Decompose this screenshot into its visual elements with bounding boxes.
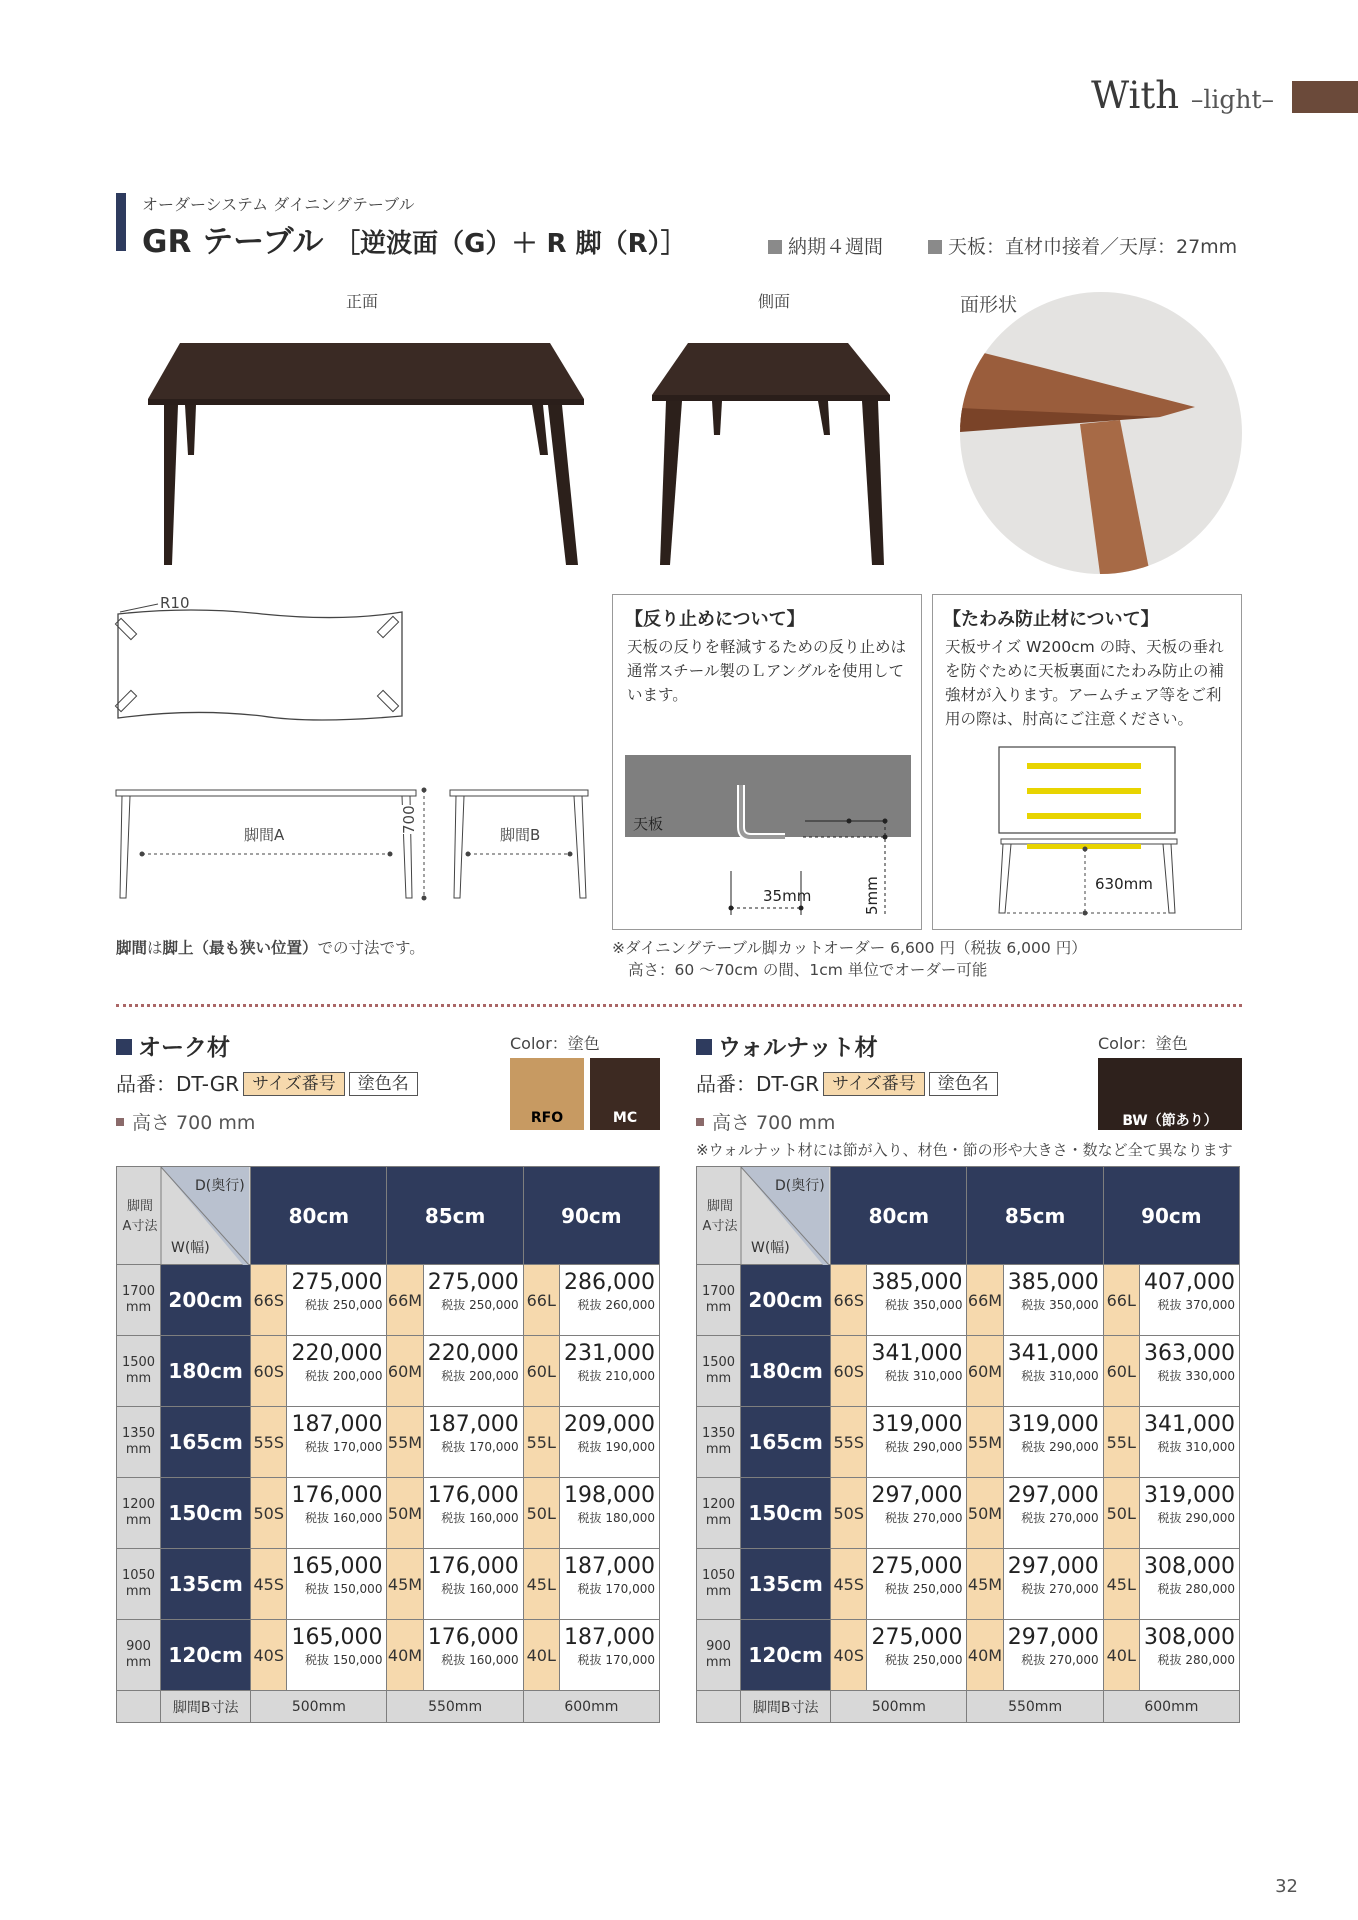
size-code: 40L — [523, 1620, 559, 1691]
price-ex-tax: 税抜 280,000 — [1157, 1653, 1235, 1667]
price: 308,000 — [1144, 1625, 1235, 1650]
price: 275,000 — [291, 1270, 383, 1295]
gap-a-cell: 1700 mm — [117, 1265, 161, 1336]
side-view-label: 側面 — [758, 292, 791, 311]
price: 176,000 — [427, 1483, 519, 1508]
depth-header: 90cm — [523, 1167, 659, 1265]
price: 165,000 — [291, 1554, 383, 1579]
sag-box-text: 天板サイズ W200cm の時、天板の垂れを防ぐために天板裏面にたわみ防止の補強材が入ります。アームチェア等をご利用の際は、肘高にご注意ください。 — [945, 638, 1225, 728]
price-ex-tax: 税抜 160,000 — [441, 1653, 519, 1667]
price-cell — [287, 1407, 387, 1478]
warp-box-text: 天板の反りを軽減するための反り止めは通常スチール製のＬアングルを使用しています。 — [627, 638, 907, 704]
price: 220,000 — [291, 1341, 383, 1366]
size-code: 60L — [1103, 1336, 1139, 1407]
price-cell — [287, 1265, 387, 1336]
walnut-product-code: 品番：DT-GR サイズ番号 塗色名 — [696, 1068, 998, 1097]
warp-prevention-box — [612, 594, 922, 930]
table-row — [117, 1336, 660, 1407]
price: 297,000 — [871, 1483, 963, 1508]
gap-b-cell: 500mm — [251, 1691, 387, 1723]
price-cell — [867, 1478, 967, 1549]
price-cell — [559, 1265, 659, 1336]
foot-blank — [117, 1691, 161, 1723]
price: 176,000 — [291, 1483, 383, 1508]
size-code: 60L — [523, 1336, 559, 1407]
price: 385,000 — [871, 1270, 963, 1295]
front-view-label: 正面 — [346, 292, 379, 311]
price-ex-tax: 税抜 180,000 — [577, 1511, 655, 1525]
gap-a-cell: 900 mm — [117, 1620, 161, 1691]
size-code: 55S — [251, 1407, 287, 1478]
price-cell — [559, 1407, 659, 1478]
plan-drawing — [112, 592, 432, 762]
price-cell — [1139, 1549, 1239, 1620]
price-ex-tax: 税抜 370,000 — [1157, 1298, 1235, 1312]
angle-height-label: 5mm — [863, 876, 881, 915]
price: 319,000 — [1144, 1483, 1235, 1508]
price: 286,000 — [564, 1270, 655, 1295]
gap-b-header: 脚間B寸法 — [161, 1691, 251, 1723]
price: 187,000 — [291, 1412, 383, 1437]
edge-view-label: 面形状 — [960, 294, 1018, 316]
walnut-price-table — [696, 1166, 1240, 1723]
price: 275,000 — [871, 1625, 963, 1650]
width-axis-label: W(幅) — [171, 1240, 210, 1256]
oak-size-tag: サイズ番号 — [243, 1072, 345, 1096]
gap-a-cell: 1500 mm — [117, 1336, 161, 1407]
price-cell — [287, 1478, 387, 1549]
price: 341,000 — [1144, 1412, 1235, 1437]
price-cell — [1003, 1478, 1103, 1549]
price-cell — [867, 1265, 967, 1336]
price: 363,000 — [1144, 1341, 1235, 1366]
oak-product-code: 品番：DT-GR サイズ番号 塗色名 — [116, 1068, 418, 1097]
gap-b-cell: 600mm — [523, 1691, 659, 1723]
width-axis-label: W(幅) — [751, 1240, 790, 1256]
table-row — [697, 1336, 1240, 1407]
price: 308,000 — [1144, 1554, 1235, 1579]
size-code: 66L — [523, 1265, 559, 1336]
price-cell — [423, 1336, 523, 1407]
title-main: GR テーブル — [142, 224, 324, 260]
size-code: 50M — [387, 1478, 423, 1549]
size-code: 60S — [831, 1336, 867, 1407]
walnut-heading: ウォルナット材 — [696, 1029, 878, 1062]
size-code: 50S — [831, 1478, 867, 1549]
price-ex-tax: 税抜 170,000 — [577, 1582, 655, 1596]
price-ex-tax: 税抜 170,000 — [577, 1653, 655, 1667]
price: 209,000 — [564, 1412, 655, 1437]
oak-swatch-mc: MC — [590, 1058, 660, 1130]
price-cell — [423, 1478, 523, 1549]
depth-header: 85cm — [387, 1167, 523, 1265]
price-cell — [1003, 1549, 1103, 1620]
price: 407,000 — [1144, 1270, 1235, 1295]
width-cell: 200cm — [741, 1265, 831, 1336]
table-row — [117, 1407, 660, 1478]
size-code: 55M — [387, 1407, 423, 1478]
price: 319,000 — [871, 1412, 963, 1437]
gap-a-cell: 1700 mm — [697, 1265, 741, 1336]
gap-a-cell: 1200 mm — [697, 1478, 741, 1549]
sag-box-title: 【たわみ防止材について】 — [943, 609, 1159, 630]
width-cell: 150cm — [161, 1478, 251, 1549]
price-ex-tax: 税抜 290,000 — [1021, 1440, 1099, 1454]
walnut-height: 高さ 700 mm — [696, 1108, 835, 1135]
price: 187,000 — [564, 1554, 655, 1579]
price: 297,000 — [1007, 1483, 1099, 1508]
reinforcement-diagram — [997, 745, 1197, 925]
gap-a-header: 脚間 A寸法 — [702, 1199, 738, 1234]
price: 341,000 — [1007, 1341, 1099, 1366]
price-ex-tax: 税抜 150,000 — [305, 1582, 383, 1596]
price-cell — [423, 1265, 523, 1336]
elevation-drawing — [112, 780, 592, 910]
price-cell — [867, 1549, 967, 1620]
walnut-note: ※ウォルナット材には節が入り、材色・節の形や大きさ・数など全て異なります — [696, 1141, 1233, 1159]
price-ex-tax: 税抜 170,000 — [441, 1440, 519, 1454]
size-code: 50S — [251, 1478, 287, 1549]
price-cell — [423, 1620, 523, 1691]
front-view-illustration — [140, 335, 600, 575]
price: 297,000 — [1007, 1625, 1099, 1650]
price-ex-tax: 税抜 270,000 — [1021, 1582, 1099, 1596]
price-cell — [867, 1336, 967, 1407]
price-cell — [1003, 1265, 1103, 1336]
top-meta: 天板：直材巾接着／天厚：27mm — [928, 232, 1237, 259]
oak-color-tag: 塗色名 — [349, 1072, 418, 1096]
price-cell — [1139, 1336, 1239, 1407]
gap-a-cell: 1200 mm — [117, 1478, 161, 1549]
brand-bar — [1292, 81, 1358, 113]
width-cell: 165cm — [741, 1407, 831, 1478]
walnut-swatch-bw: BW（節あり） — [1098, 1058, 1242, 1130]
size-code: 45S — [251, 1549, 287, 1620]
price: 187,000 — [564, 1625, 655, 1650]
price-ex-tax: 税抜 250,000 — [441, 1298, 519, 1312]
price: 319,000 — [1007, 1412, 1099, 1437]
depth-header: 80cm — [831, 1167, 967, 1265]
angle-width-label: 35mm — [763, 887, 812, 905]
price-cell — [1003, 1336, 1103, 1407]
depth-axis-label: D(奥行) — [775, 1178, 825, 1194]
price-ex-tax: 税抜 250,000 — [885, 1653, 963, 1667]
price: 341,000 — [871, 1341, 963, 1366]
table-row — [697, 1620, 1240, 1691]
radius-label: R10 — [160, 594, 190, 612]
height-label: 700 — [400, 805, 418, 834]
gap-a-cell: 1050 mm — [697, 1549, 741, 1620]
size-code: 45L — [523, 1549, 559, 1620]
table-corner — [697, 1167, 831, 1265]
size-code: 45L — [1103, 1549, 1139, 1620]
page-subtitle: オーダーシステム ダイニングテーブル — [142, 195, 415, 214]
oak-price-table — [116, 1166, 660, 1723]
price: 297,000 — [1007, 1554, 1099, 1579]
size-code: 40S — [831, 1620, 867, 1691]
price-ex-tax: 税抜 160,000 — [441, 1511, 519, 1525]
gap-b-label: 脚間B — [496, 824, 544, 845]
leg-gap-note: 脚間は脚上（最も狭い位置）での寸法です。 — [116, 939, 425, 957]
table-row — [117, 1549, 660, 1620]
size-code: 45S — [831, 1549, 867, 1620]
price: 275,000 — [871, 1554, 963, 1579]
price-cell — [867, 1620, 967, 1691]
warp-box-title: 【反り止めについて】 — [625, 609, 805, 630]
gap-b-cell: 600mm — [1103, 1691, 1239, 1723]
price-cell — [287, 1549, 387, 1620]
oak-color-label: Color：塗色 — [510, 1034, 600, 1053]
leg-cut-note-1: ※ダイニングテーブル脚カットオーダー 6,600 円（税抜 6,000 円） — [612, 939, 1087, 957]
size-code: 50L — [1103, 1478, 1139, 1549]
size-code: 66L — [1103, 1265, 1139, 1336]
table-row — [117, 1620, 660, 1691]
size-code: 66M — [967, 1265, 1003, 1336]
gap-a-cell: 1350 mm — [697, 1407, 741, 1478]
size-code: 40L — [1103, 1620, 1139, 1691]
oak-height: 高さ 700 mm — [116, 1108, 255, 1135]
price-ex-tax: 税抜 150,000 — [305, 1653, 383, 1667]
size-code: 55S — [831, 1407, 867, 1478]
price-ex-tax: 税抜 330,000 — [1157, 1369, 1235, 1383]
price: 275,000 — [427, 1270, 519, 1295]
size-code: 50L — [523, 1478, 559, 1549]
price-ex-tax: 税抜 260,000 — [577, 1298, 655, 1312]
width-cell: 120cm — [161, 1620, 251, 1691]
price-ex-tax: 税抜 280,000 — [1157, 1582, 1235, 1596]
size-code: 66S — [831, 1265, 867, 1336]
price: 220,000 — [427, 1341, 519, 1366]
price-ex-tax: 税抜 350,000 — [885, 1298, 963, 1312]
depth-header: 85cm — [967, 1167, 1103, 1265]
size-code: 66M — [387, 1265, 423, 1336]
size-code: 55L — [523, 1407, 559, 1478]
walnut-color-label: Color：塗色 — [1098, 1034, 1188, 1053]
depth-axis-label: D(奥行) — [195, 1178, 245, 1194]
size-code: 50M — [967, 1478, 1003, 1549]
price-cell — [559, 1478, 659, 1549]
price: 198,000 — [564, 1483, 655, 1508]
price: 176,000 — [427, 1554, 519, 1579]
price-cell — [1139, 1407, 1239, 1478]
size-code: 40M — [387, 1620, 423, 1691]
width-cell: 135cm — [741, 1549, 831, 1620]
price-ex-tax: 税抜 350,000 — [1021, 1298, 1099, 1312]
price-ex-tax: 税抜 210,000 — [577, 1369, 655, 1383]
size-code: 60S — [251, 1336, 287, 1407]
price-ex-tax: 税抜 270,000 — [1021, 1511, 1099, 1525]
price-cell — [287, 1336, 387, 1407]
size-code: 40M — [967, 1620, 1003, 1691]
brand-sub: –light– — [1190, 85, 1274, 114]
price-ex-tax: 税抜 250,000 — [885, 1582, 963, 1596]
oak-swatch-rfo: RFO — [510, 1058, 584, 1130]
price-ex-tax: 税抜 190,000 — [577, 1440, 655, 1454]
width-cell: 120cm — [741, 1620, 831, 1691]
edge-profile-photo — [960, 292, 1242, 574]
price-cell — [559, 1549, 659, 1620]
foot-blank — [697, 1691, 741, 1723]
price-cell — [1139, 1620, 1239, 1691]
page-number: 32 — [1275, 1876, 1298, 1897]
width-cell: 165cm — [161, 1407, 251, 1478]
price: 385,000 — [1007, 1270, 1099, 1295]
price: 176,000 — [427, 1625, 519, 1650]
section-divider — [116, 1004, 1242, 1007]
gap-a-cell: 1050 mm — [117, 1549, 161, 1620]
brand-name: With — [1091, 74, 1180, 117]
size-code: 66S — [251, 1265, 287, 1336]
table-row — [117, 1265, 660, 1336]
size-code: 45M — [387, 1549, 423, 1620]
gap-a-header: 脚間 A寸法 — [122, 1199, 158, 1234]
price-ex-tax: 税抜 200,000 — [441, 1369, 519, 1383]
size-code: 55L — [1103, 1407, 1139, 1478]
price: 187,000 — [427, 1412, 519, 1437]
width-cell: 150cm — [741, 1478, 831, 1549]
walnut-color-tag: 塗色名 — [929, 1072, 998, 1096]
price-cell — [287, 1620, 387, 1691]
sag-prevention-box — [932, 594, 1242, 930]
width-cell: 200cm — [161, 1265, 251, 1336]
size-code: 45M — [967, 1549, 1003, 1620]
price-cell — [559, 1620, 659, 1691]
table-row — [697, 1549, 1240, 1620]
price-ex-tax: 税抜 160,000 — [441, 1582, 519, 1596]
gap-a-label: 脚間A — [240, 824, 288, 845]
gap-b-header: 脚間B寸法 — [741, 1691, 831, 1723]
depth-header: 90cm — [1103, 1167, 1239, 1265]
price: 231,000 — [564, 1341, 655, 1366]
size-code: 60M — [967, 1336, 1003, 1407]
price-ex-tax: 税抜 290,000 — [1157, 1511, 1235, 1525]
oak-heading: オーク材 — [116, 1029, 230, 1062]
price-cell — [1139, 1478, 1239, 1549]
gap-b-cell: 500mm — [831, 1691, 967, 1723]
price-ex-tax: 税抜 170,000 — [305, 1440, 383, 1454]
price-cell — [423, 1549, 523, 1620]
price-ex-tax: 税抜 160,000 — [305, 1511, 383, 1525]
price-cell — [867, 1407, 967, 1478]
price-cell — [559, 1336, 659, 1407]
table-row — [697, 1265, 1240, 1336]
page-title — [142, 216, 687, 261]
price-cell — [1003, 1620, 1103, 1691]
gap-b-cell: 550mm — [967, 1691, 1103, 1723]
price-ex-tax: 税抜 250,000 — [305, 1298, 383, 1312]
size-code: 40S — [251, 1620, 287, 1691]
price-ex-tax: 税抜 310,000 — [885, 1369, 963, 1383]
size-code: 55M — [967, 1407, 1003, 1478]
price-ex-tax: 税抜 310,000 — [1021, 1369, 1099, 1383]
title-accent — [116, 193, 126, 251]
price: 165,000 — [291, 1625, 383, 1650]
table-row — [117, 1478, 660, 1549]
width-cell: 180cm — [741, 1336, 831, 1407]
price-ex-tax: 税抜 290,000 — [885, 1440, 963, 1454]
price-ex-tax: 税抜 200,000 — [305, 1369, 383, 1383]
price-cell — [423, 1407, 523, 1478]
top-label: 天板 — [633, 815, 664, 833]
gap-a-cell: 1350 mm — [117, 1407, 161, 1478]
width-cell: 135cm — [161, 1549, 251, 1620]
size-code: 60M — [387, 1336, 423, 1407]
width-cell: 180cm — [161, 1336, 251, 1407]
title-spec: ［逆波面（G）＋ R 脚（R）］ — [334, 229, 687, 259]
reinforcement-dim-label: 630mm — [1095, 875, 1153, 893]
gap-a-cell: 1500 mm — [697, 1336, 741, 1407]
price-cell — [1003, 1407, 1103, 1478]
delivery-meta: 納期４週間 — [768, 232, 883, 259]
gap-b-cell: 550mm — [387, 1691, 523, 1723]
walnut-size-tag: サイズ番号 — [823, 1072, 925, 1096]
table-row — [697, 1407, 1240, 1478]
price-ex-tax: 税抜 310,000 — [1157, 1440, 1235, 1454]
price-ex-tax: 税抜 270,000 — [1021, 1653, 1099, 1667]
brand-logo — [1091, 74, 1274, 117]
price-ex-tax: 税抜 270,000 — [885, 1511, 963, 1525]
side-view-illustration — [640, 335, 900, 575]
table-corner — [117, 1167, 251, 1265]
gap-a-cell: 900 mm — [697, 1620, 741, 1691]
table-row — [697, 1478, 1240, 1549]
depth-header: 80cm — [251, 1167, 387, 1265]
leg-cut-note-2: 高さ：60 ～70cm の間、1cm 単位でオーダー可能 — [628, 961, 988, 979]
price-cell — [1139, 1265, 1239, 1336]
